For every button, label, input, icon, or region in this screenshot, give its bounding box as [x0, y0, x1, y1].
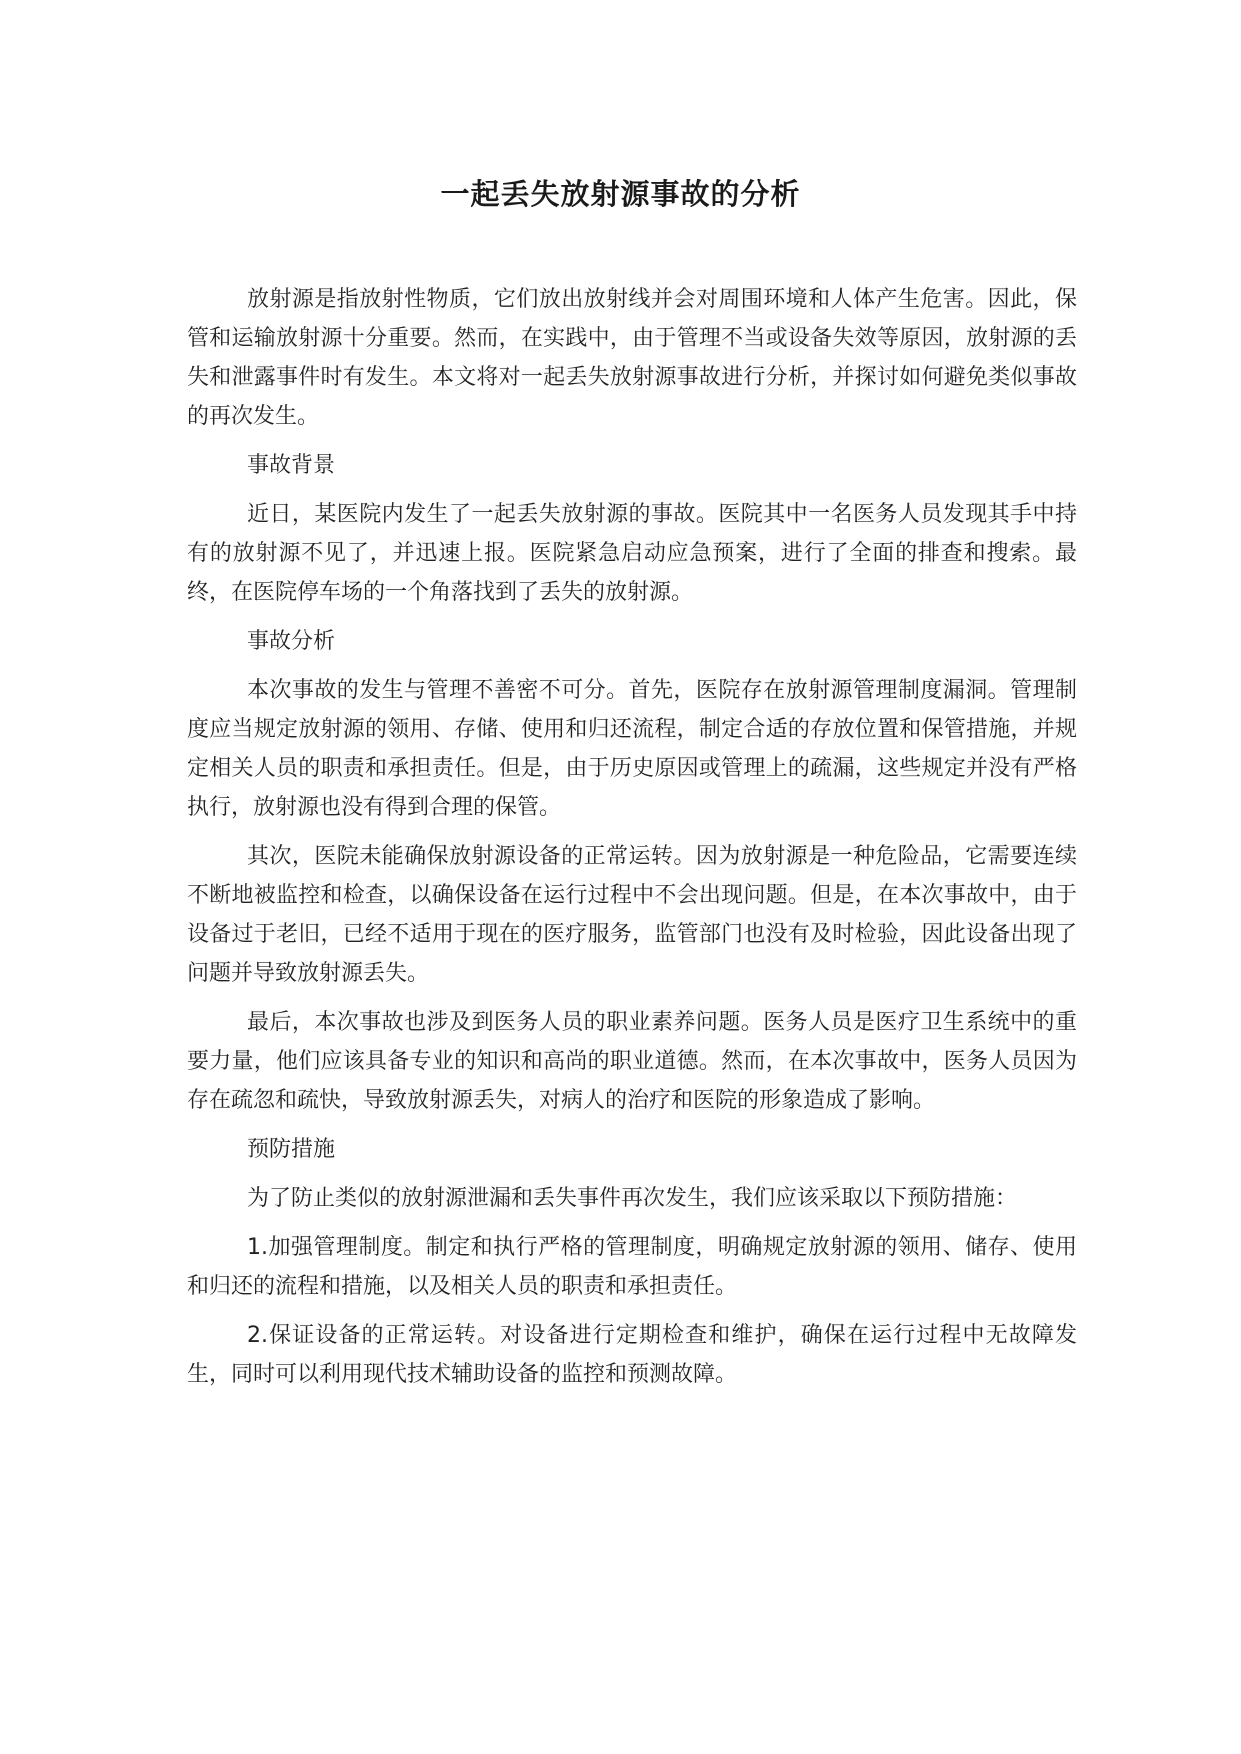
section-heading-background: 事故背景: [247, 453, 336, 478]
analysis-paragraph-1: 本次事故的发生与管理不善密不可分。首先，医院存在放射源管理制度漏洞。管理制度应当规定放射源的领用、存储、使用和归还流程，制定合适的存放位置和保管措施，并规定相关人员的职责和承担责任。但是，由于历史原因或管理上的疏漏，这些规定并没有严格执行，放射源也没有得到合理的保管。: [187, 678, 1077, 820]
document-body: [187, 280, 1077, 1404]
document-title: 一起丢失放射源事故的分析: [440, 177, 801, 211]
background-paragraph: 近日，某医院内发生了一起丢失放射源的事故。医院其中一名医务人员发现其手中持有的放射源不见了，并迅速上报。医院紧急启动应急预案，进行了全面的排查和搜索。最终，在医院停车场的一个角落找到了丢失的放射源。: [187, 502, 1077, 605]
prevention-item-2: 2.保证设备的正常运转。对设备进行定期检查和维护，确保在运行过程中无故障发生，同时可以利用现代技术辅助设备的监控和预测故障。: [187, 1323, 1077, 1387]
analysis-paragraph-2: 其次，医院未能确保放射源设备的正常运转。因为放射源是一种危险品，它需要连续不断地被监控和检查，以确保设备在运行过程中不会出现问题。但是，在本次事故中，由于设备过于老旧，已经不适用于现在的医疗服务，监管部门也没有及时检验，因此设备出现了问题并导致放射源丢失。: [187, 844, 1077, 986]
intro-paragraph: 放射源是指放射性物质，它们放出放射线并会对周围环境和人体产生危害。因此，保管和运输放射源十分重要。然而，在实践中，由于管理不当或设备失效等原因，放射源的丢失和泄露事件时有发生。本文将对一起丢失放射源事故进行分析，并探讨如何避免类似事故的再次发生。: [187, 287, 1077, 429]
analysis-paragraph-3: 最后，本次事故也涉及到医务人员的职业素养问题。医务人员是医疗卫生系统中的重要力量，他们应该具备专业的知识和高尚的职业道德。然而，在本次事故中，医务人员因为存在疏忽和疏快，导致放射源丢失，对病人的治疗和医院的形象造成了影响。: [187, 1010, 1077, 1113]
section-heading-prevention: 预防措施: [247, 1137, 336, 1162]
prevention-intro-paragraph: 为了防止类似的放射源泄漏和丢失事件再次发生，我们应该采取以下预防措施：: [247, 1186, 1018, 1211]
prevention-item-1: 1.加强管理制度。制定和执行严格的管理制度，明确规定放射源的领用、储存、使用和归还的流程和措施，以及相关人员的职责和承担责任。: [187, 1235, 1077, 1299]
section-heading-analysis: 事故分析: [247, 629, 336, 654]
